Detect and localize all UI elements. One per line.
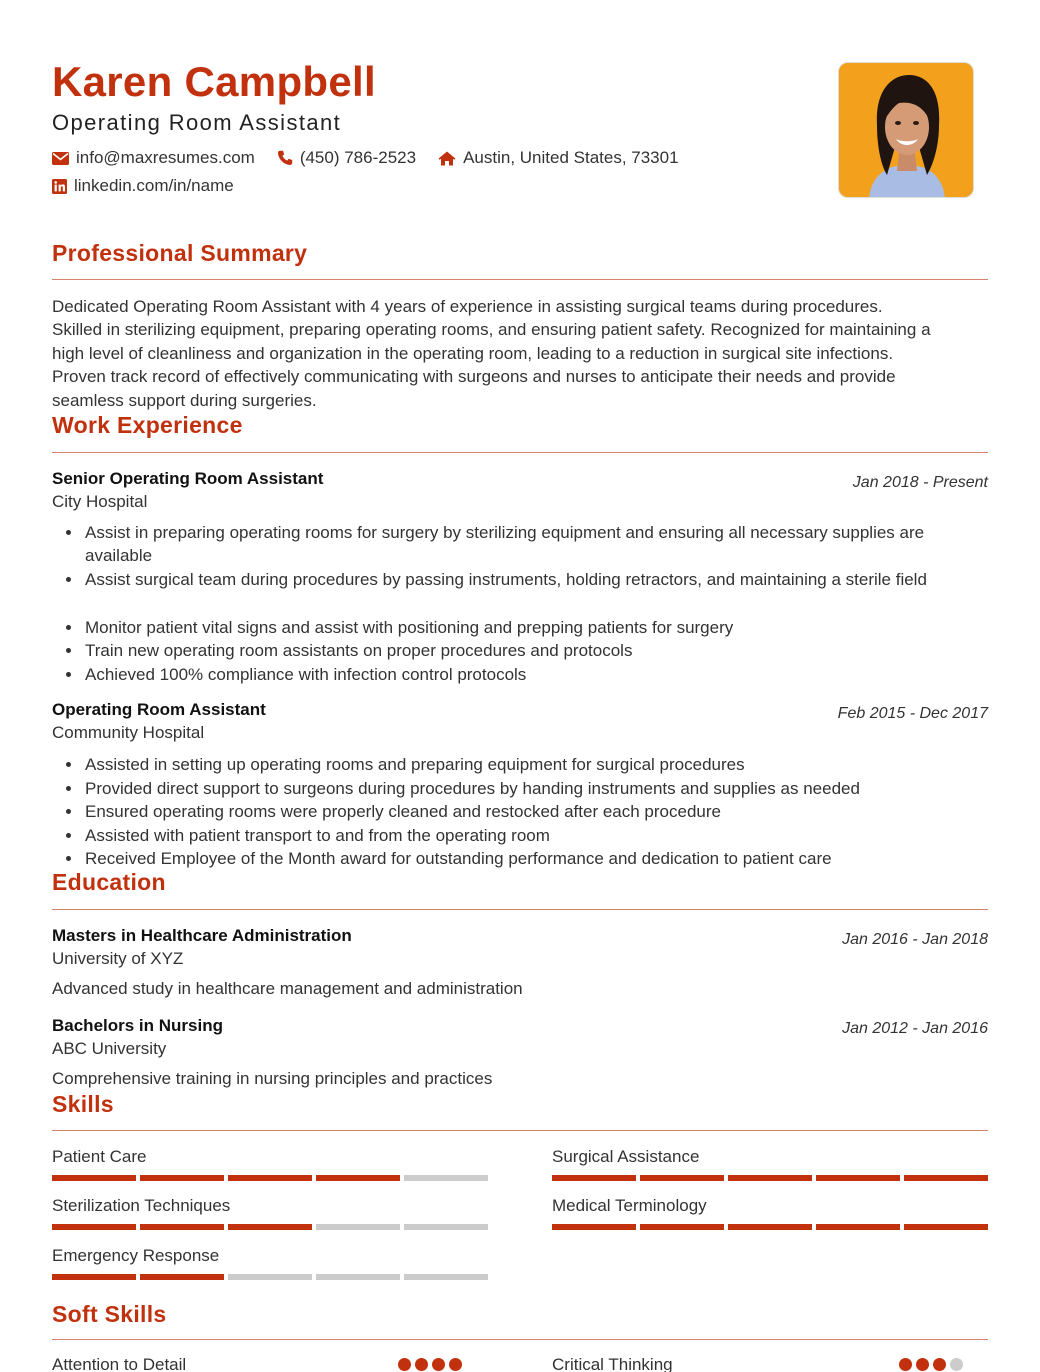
skill-level-segment [904,1175,988,1181]
profile-photo [838,62,974,198]
school-name: ABC University [52,1039,167,1058]
skill-level-segment [728,1175,812,1181]
job-bullet: Ensured operating rooms were properly cleaned and restocked after each procedure [85,800,988,823]
skill-level-segment [316,1224,400,1230]
degree-title: Masters in Healthcare Administration [52,926,352,945]
candidate-title: Operating Room Assistant [52,110,342,135]
skill-level-segment [140,1224,224,1230]
contact-linkedin[interactable] [52,176,234,196]
soft-skills-heading: Soft Skills [52,1301,167,1327]
skills-divider [52,1130,988,1131]
job-bullet: Assist in preparing operating rooms for surgery by sterilizing equipment and ensuring all necessary supplies are available [85,521,988,567]
skill-level-segment [552,1224,636,1230]
education-heading: Education [52,869,166,895]
summary-line: Dedicated Operating Room Assistant with 4 years of experience in assisting surgical teams during procedures. [52,297,883,316]
skill-level-segment [316,1274,400,1280]
skill-level-bar [52,1274,488,1280]
skill-level-segment [728,1224,812,1230]
soft-skill-name: Critical Thinking [552,1355,673,1372]
job-date: Feb 2015 - Dec 2017 [837,705,988,722]
contact-row-secondary [52,176,256,196]
skill-level-segment [228,1224,312,1230]
soft-skill-level-dot [432,1358,445,1371]
skill-level-bar [552,1175,988,1181]
education-date: Jan 2012 - Jan 2016 [842,1020,988,1037]
job-bullet: Provided direct support to surgeons during procedures by handing instruments and supplies as needed [85,777,988,800]
skill-name: Patient Care [52,1147,147,1166]
skill-level-segment [228,1175,312,1181]
experience-divider [52,452,988,453]
job-bullet: Achieved 100% compliance with infection control protocols [85,663,988,686]
skills-heading: Skills [52,1091,114,1117]
linkedin-text: linkedin.com/in/name [74,176,234,195]
job-organization: City Hospital [52,492,148,511]
candidate-name: Karen Campbell [52,58,376,105]
job-title: Senior Operating Room Assistant [52,469,324,488]
summary-divider [52,279,988,280]
skill-level-segment [404,1175,488,1181]
job-organization: Community Hospital [52,723,205,742]
skill-level-segment [52,1224,136,1230]
phone-text: (450) 786-2523 [299,148,417,167]
skill-level-segment [552,1175,636,1181]
soft-skill-level-dot [398,1358,411,1371]
contact-row-primary [52,148,701,168]
skill-level-bar [52,1175,488,1181]
job-bullet: Assist surgical team during procedures by passing instruments, holding retractors, and maintaining a sterile field [85,568,988,591]
skill-level-segment [52,1274,136,1280]
email-text: info@maxresumes.com [76,148,255,167]
skill-name: Sterilization Techniques [52,1196,231,1215]
education-description: Comprehensive training in nursing principles and practices [52,1069,493,1088]
skill-name: Medical Terminology [552,1196,707,1215]
skill-level-segment [816,1224,900,1230]
skill-name: Surgical Assistance [552,1147,700,1166]
education-description: Advanced study in healthcare management and administration [52,979,523,998]
education-divider [52,909,988,910]
summary-line: Proven track record of effectively communicating with surgeons and nurses to anticipate their needs and provide [52,367,896,387]
skill-level-segment [404,1224,488,1230]
skill-level-segment [904,1224,988,1230]
soft-skill-level-dot [415,1358,428,1371]
job-date: Jan 2018 - Present [852,474,988,491]
skill-level-segment [640,1224,724,1230]
school-name: University of XYZ [52,949,184,968]
envelope-icon [52,152,69,165]
job-bullet: Assisted in setting up operating rooms and preparing equipment for surgical procedures [85,753,988,776]
portrait-illustration [839,63,974,198]
summary-line: Skilled in sterilizing equipment, preparing operating rooms, and ensuring patient safety. Recognized for maintaining a [52,320,931,340]
skill-level-segment [640,1175,724,1181]
home-icon [438,151,456,166]
contact-phone[interactable] [277,148,416,168]
skill-level-segment [140,1274,224,1280]
skill-name: Emergency Response [52,1246,220,1265]
soft-skill-name: Attention to Detail [52,1355,187,1372]
soft-skill-level-dot [933,1358,946,1371]
job-bullet: Assisted with patient transport to and from the operating room [85,824,988,847]
skill-level-bar [52,1224,488,1230]
skill-level-segment [316,1175,400,1181]
linkedin-icon [52,179,67,194]
soft-skill-level-dot [916,1358,929,1371]
soft-skill-level-dot [899,1358,912,1371]
soft-skills-divider [52,1339,988,1340]
soft-skill-level-dots [398,1358,462,1371]
contact-location [438,148,678,168]
summary-line: high level of cleanliness and organization in the operating room, leading to a reduction in surgical site infections. [52,343,894,363]
soft-skill-level-dot [950,1358,963,1371]
phone-icon [277,150,293,166]
soft-skill-level-dots [899,1358,963,1371]
summary-heading: Professional Summary [52,240,308,266]
skill-level-segment [228,1274,312,1280]
skill-level-segment [52,1175,136,1181]
job-bullet: Received Employee of the Month award for outstanding performance and dedication to patient care [85,847,988,870]
skill-level-segment [816,1175,900,1181]
skill-level-segment [140,1175,224,1181]
summary-paragraph [52,295,988,412]
summary-line: seamless support during surgeries. [52,390,317,410]
job-bullet: Monitor patient vital signs and assist with positioning and prepping patients for surgery [85,616,988,639]
experience-heading: Work Experience [52,412,243,438]
resume-page [52,0,988,1372]
degree-title: Bachelors in Nursing [52,1016,223,1035]
education-date: Jan 2016 - Jan 2018 [842,931,988,948]
job-bullet: Train new operating room assistants on proper procedures and protocols [85,639,988,662]
location-text: Austin, United States, 73301 [463,148,679,167]
skill-level-segment [404,1274,488,1280]
skill-level-bar [552,1224,988,1230]
soft-skill-level-dot [449,1358,462,1371]
contact-email[interactable] [52,148,255,168]
job-title: Operating Room Assistant [52,700,266,719]
